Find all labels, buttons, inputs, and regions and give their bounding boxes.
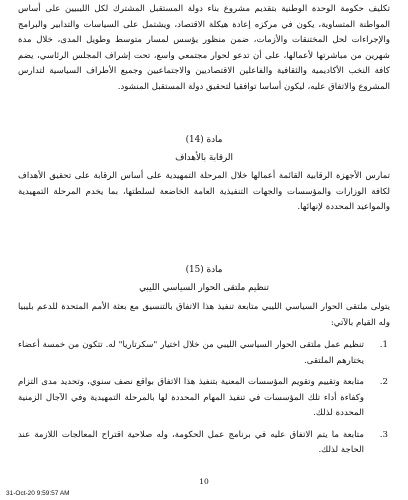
- article-14-body: تمارس الأجهزة الرقابية القائمة أعمالها خلال المرحلة التمهيدية على أساس الرقابة على تحقيق الأهداف لكافة الوزارات والمؤسسات والجهات التنفيذية العامة الخاضعة لسلطتها، بما يخدم المرحلة التمهيدية والمواعيد المحددة لإنهائها.: [18, 171, 390, 212]
- list-item-number: 1.: [379, 340, 388, 350]
- list-item-number: 2.: [379, 377, 388, 387]
- list-item: [18, 375, 390, 422]
- list-item-text: تنظيم عمل ملتقى الحوار السياسي الليبي من خلال اختيار "سكرتاريا" له. تتكون من خمسة أعضاء يختارهم الملتقى.: [18, 340, 364, 366]
- page-number: 10: [199, 477, 209, 486]
- article-14-title: الرقابة بالأهداف: [175, 153, 233, 163]
- print-timestamp: 31-Oct-20 9:59:57 AM: [6, 490, 70, 497]
- list-item: [18, 338, 390, 369]
- list-item-text: متابعة وتقييم وتقويم المؤسسات المعنية بتنفيذ هذا الاتفاق بواقع نصف سنوي، وتحديد مدى التزام وكفاءة أداء تلك المؤسسات في تنفيذ المهام المحددة لها بالمرحلة التمهيدية وفي الآجال الزمنية المحددة لذلك.: [18, 377, 364, 418]
- article-15-title: تنظيم ملتقى الحوار السياسي الليبي: [139, 283, 269, 293]
- article-15-items: [18, 338, 390, 465]
- list-item: [18, 428, 390, 459]
- article-15-number: مادة (15): [185, 265, 223, 275]
- list-item-text: متابعة ما يتم الاتفاق عليه في برنامج عمل الحكومة، وله صلاحية اقتراح المعالجات اللازمة عند الحاجة لذلك.: [18, 429, 364, 455]
- article-14-number: مادة (14): [185, 135, 223, 145]
- intro-paragraph: تكليف حكومة الوحدة الوطنية بتقديم مشروع بناء دولة المستقبل المشترك لكل الليبيين على أساس المواطنة المتساوية، يكون في مركزه إعادة هيكلة الاقتصاد، ويشتمل على السياسات والتدابير والبرامج والإجراءات لحل المختنقات والأزمات، ضمن منظور يؤسس لمسار متوسط وطويل المدى، خلال مدة شهرين من مباشرتها لأعمالها، على أن تدعو لحوار مجتمعي واسع، تحت إشراف المجلس الرئاسي، يضم كافة النخب الأكاديمية والثقافية والفاعلين الاقتصاديين والاجتماعيين وجميع الأطراف السياسية لتدارس المشروع والاتفاق عليه، ليكون أساسا توافقيا لتحقيق دولة المستقبل المنشود.: [18, 4, 390, 92]
- list-item-number: 3.: [379, 429, 388, 440]
- article-15-body: يتولى ملتقى الحوار السياسي الليبي متابعة تنفيذ هذا الاتفاق بالتنسيق مع بعثة الأمم المتحدة للدعم بليبيا وله القيام بالآتي:: [18, 302, 390, 328]
